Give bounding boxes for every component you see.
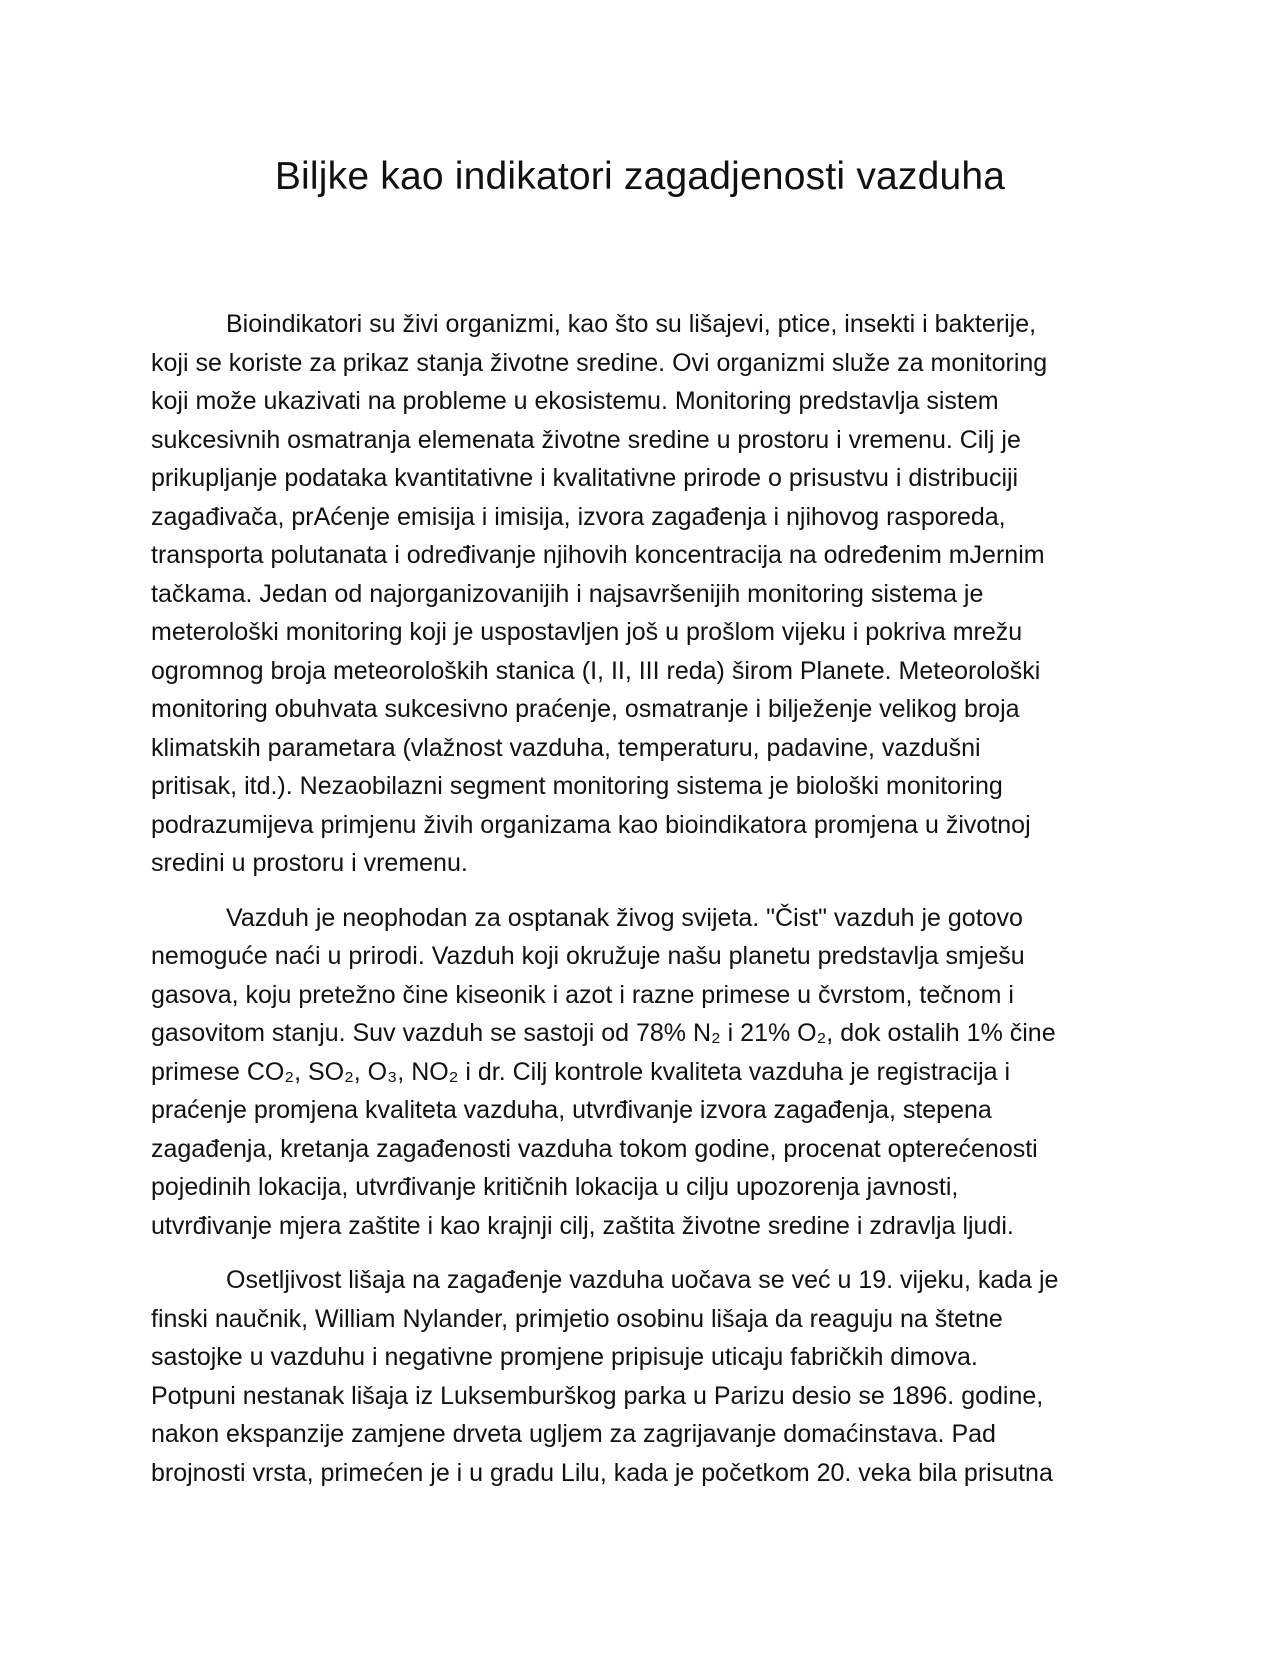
paragraph-line: sredini u prostoru i vremenu. — [151, 849, 468, 877]
paragraph-line: praćenje promjena kvaliteta vazduha, utvrđivanje izvora zagađenja, stepena — [151, 1096, 992, 1124]
paragraph-line: zagađenja, kretanja zagađenosti vazduha tokom godine, procenat opterećenosti — [151, 1134, 1038, 1163]
paragraph-line: Vazduh je neophodan za osptanak živog svijeta. "Čist" vazduh je gotovo — [226, 903, 1023, 932]
paragraph-line: sastojke u vazduhu i negativne promjene pripisuje uticaju fabričkih dimova. — [151, 1343, 978, 1371]
paragraph-line: koji može ukazivati na probleme u ekosistemu. Monitoring predstavlja sistem — [151, 387, 999, 415]
paragraph-3 — [151, 1261, 1141, 1492]
paragraph-line: tačkama. Jedan od najorganizovanijih i najsavršenijih monitoring sistema je — [151, 579, 984, 608]
paragraph-line: gasovitom stanju. Suv vazduh se sastoji od 78% N₂ i 21% O₂, dok ostalih 1% čine — [151, 1019, 1056, 1047]
paragraph-1 — [151, 305, 1141, 883]
paragraph-line: brojnosti vrsta, primećen je i u gradu Lilu, kada je početkom 20. veka bila prisutna — [151, 1458, 1053, 1487]
paragraph-2 — [151, 899, 1141, 1246]
paragraph-line: transporta polutanata i određivanje njihovih koncentracija na određenim mJernim — [151, 541, 1045, 569]
paragraph-line: meterološki monitoring koji je uspostavljen još u prošlom vijeku i pokriva mrežu — [151, 618, 1023, 646]
paragraph-line: pritisak, itd.). Nezaobilazni segment monitoring sistema je biološki monitoring — [151, 772, 1003, 800]
paragraph-line: zagađivača, prAćenje emisija i imisija, izvora zagađenja i njihovog rasporeda, — [151, 502, 1006, 531]
paragraph-line: Osetljivost lišaja na zagađenje vazduha uočava se već u 19. vijeku, kada je — [226, 1266, 1059, 1294]
paragraph-line: koji se koriste za prikaz stanja životne sredine. Ovi organizmi služe za monitoring — [151, 348, 1048, 377]
paragraph-line: prikupljanje podataka kvantitativne i kvalitativne prirode o prisustvu i distribuciji — [151, 464, 1019, 492]
paragraph-line: podrazumijeva primjenu živih organizama kao bioindikatora promjena u životnoj — [151, 810, 1031, 839]
paragraph-line: Potpuni nestanak lišaja iz Luksemburškog parka u Parizu desio se 1896. godine, — [151, 1381, 1044, 1410]
page-title: Biljke kao indikatori zagadjenosti vazduha — [274, 155, 1006, 198]
paragraph-line: klimatskih parametara (vlažnost vazduha, temperaturu, padavine, vazdušni — [151, 733, 981, 762]
paragraph-line: nakon ekspanzije zamjene drveta ugljem za zagrijavanje domaćinstava. Pad — [151, 1420, 996, 1448]
paragraph-line: utvrđivanje mjera zaštite i kao krajnji cilj, zaštita životne sredine i zdravlja ljudi. — [151, 1211, 1014, 1240]
paragraph-line: monitoring obuhvata sukcesivno praćenje, osmatranje i bilježenje velikog broja — [151, 695, 1020, 723]
paragraph-line: pojedinih lokacija, utvrđivanje kritičnih lokacija u cilju upozorenja javnosti, — [151, 1173, 959, 1201]
paragraph-line: finski naučnik, William Nylander, primjetio osobinu lišaja da reaguju na štetne — [151, 1304, 1003, 1333]
paragraph-line: ogromnog broja meteoroloških stanica (I, II, III reda) širom Planete. Meteorološki — [151, 656, 1041, 685]
paragraph-line: nemoguće naći u prirodi. Vazduh koji okružuje našu planetu predstavlja smješu — [151, 942, 1025, 970]
document-body — [151, 305, 1141, 1508]
paragraph-line: primese CO₂, SO₂, O₃, NO₂ i dr. Cilj kontrole kvaliteta vazduha je registracija i — [151, 1057, 1011, 1086]
paragraph-line: Bioindikatori su živi organizmi, kao što su lišajevi, ptice, insekti i bakterije, — [226, 310, 1037, 338]
paragraph-line: gasova, koju pretežno čine kiseonik i azot i razne primese u čvrstom, tečnom i — [151, 980, 1014, 1009]
paragraph-line: sukcesivnih osmatranja elemenata životne sredine u prostoru i vremenu. Cilj je — [151, 425, 1021, 454]
